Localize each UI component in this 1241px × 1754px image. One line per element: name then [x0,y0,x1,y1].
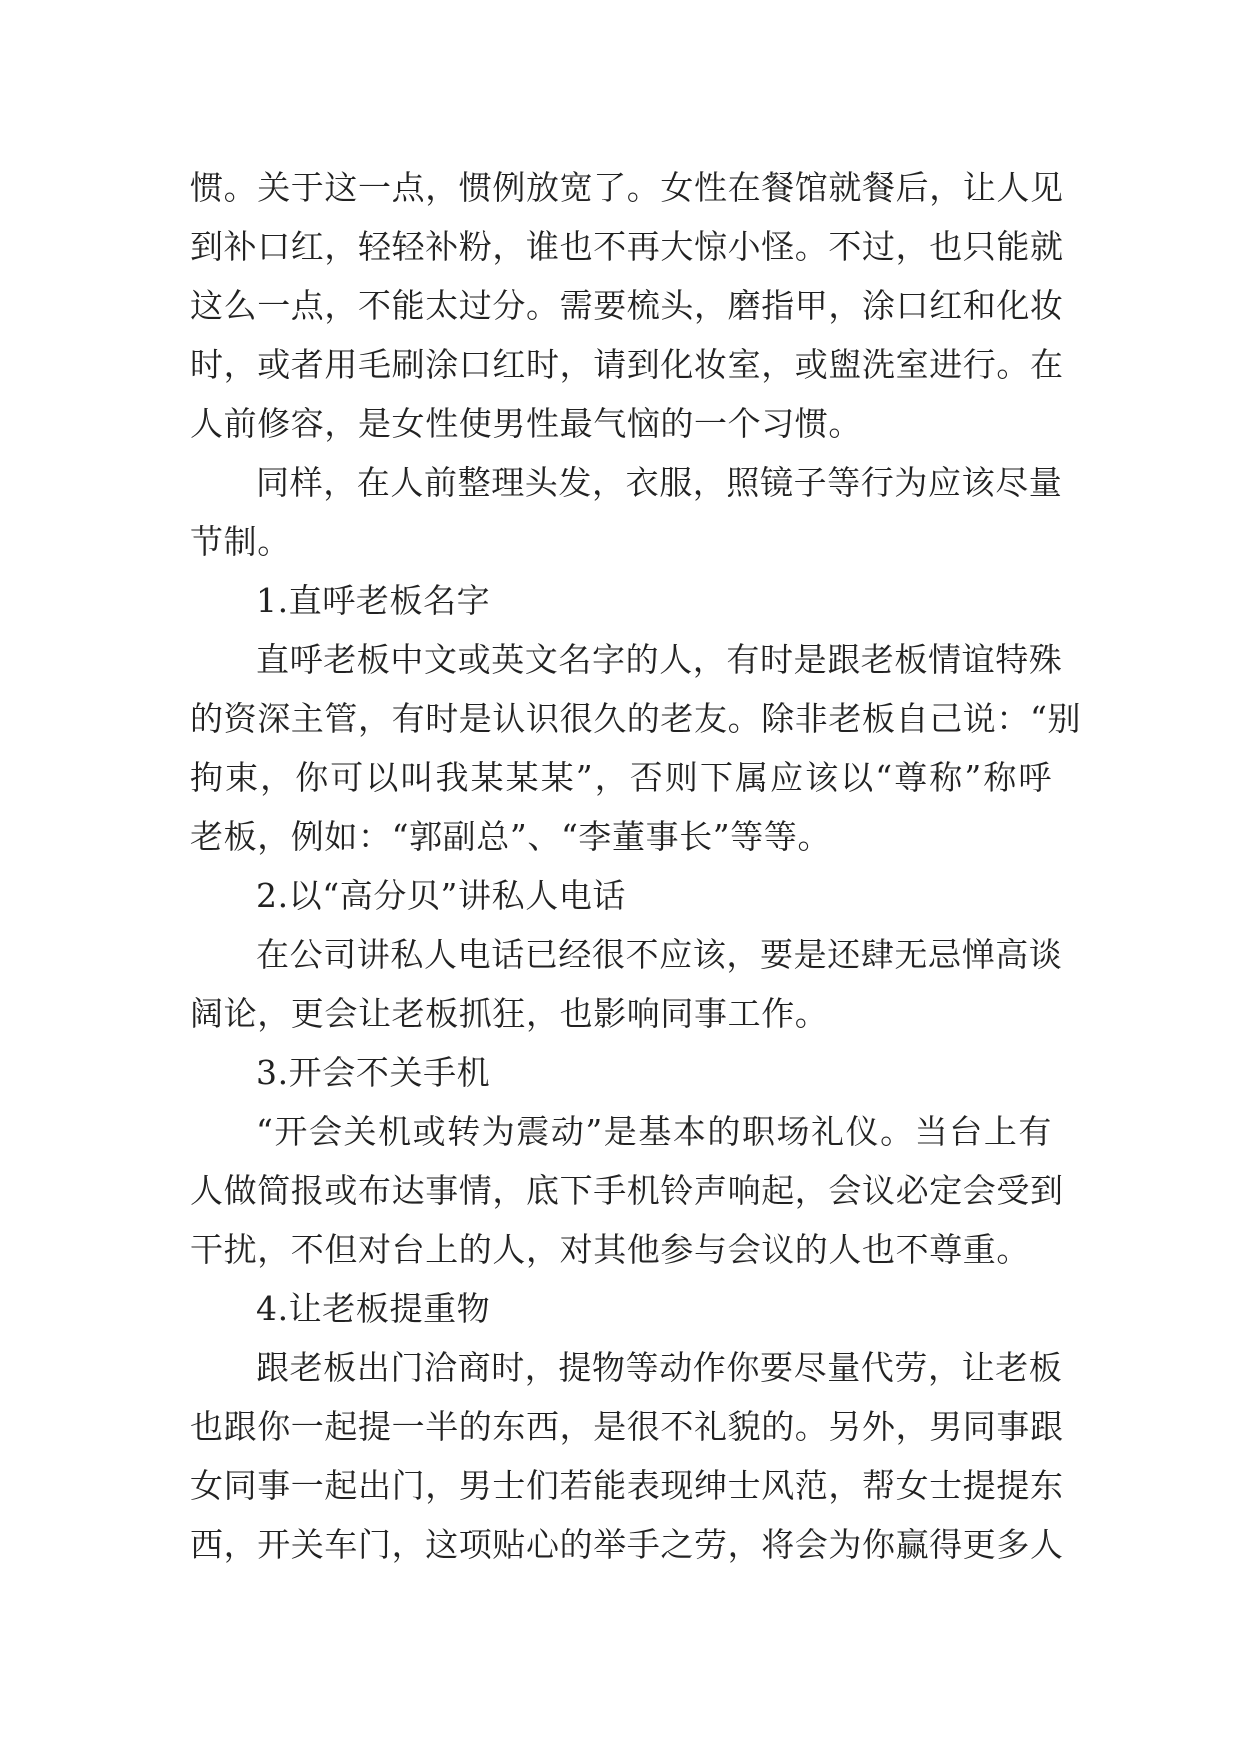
text-line: 惯。关于这一点，惯例放宽了。女性在餐馆就餐后，让人见 [190,168,1064,207]
text-line: 时，或者用毛刷涂口红时，请到化妆室，或盥洗室进行。在 [190,345,1064,384]
paragraph-first-line: “开会关机或转为震动”是基本的职场礼仪。当台上有 [256,1112,1052,1151]
text-line: 女同事一起出门，男士们若能表现绅士风范，帮女士提提东 [190,1466,1064,1505]
text-line: 人做简报或布达事情，底下手机铃声响起，会议必定会受到 [190,1171,1064,1210]
paragraph-first-line: 在公司讲私人电话已经很不应该，要是还肆无忌惮高谈 [256,935,1063,974]
text-line: 的资深主管，有时是认识很久的老友。除非老板自己说：“别 [190,699,1082,738]
section-heading: 1.直呼老板名字 [256,581,491,620]
text-line: 干扰，不但对台上的人，对其他参与会议的人也不尊重。 [190,1230,1030,1269]
paragraph-first-line: 同样，在人前整理头发，衣服，照镜子等行为应该尽量 [256,463,1063,502]
text-line: 阔论，更会让老板抓狂，也影响同事工作。 [190,994,829,1033]
text-line: 老板，例如：“郭副总”、“李董事长”等等。 [190,817,832,856]
section-heading: 4.让老板提重物 [256,1289,491,1328]
text-line: 人前修容，是女性使男性最气恼的一个习惯。 [190,404,862,443]
text-line: 西，开关车门，这项贴心的举手之劳，将会为你赢得更多人 [190,1525,1064,1564]
text-line: 拘束，你可以叫我某某某”，否则下属应该以“尊称”称呼 [190,758,1052,797]
text-line: 节制。 [190,522,291,561]
paragraph-first-line: 跟老板出门洽商时，提物等动作你要尽量代劳，让老板 [256,1348,1063,1387]
text-line: 到补口红，轻轻补粉，谁也不再大惊小怪。不过，也只能就 [190,227,1064,266]
paragraph-first-line: 直呼老板中文或英文名字的人，有时是跟老板情谊特殊 [256,640,1063,679]
document-page [190,158,1082,1574]
section-heading: 3.开会不关手机 [256,1053,491,1092]
text-line: 这么一点，不能太过分。需要梳头，磨指甲，涂口红和化妆 [190,286,1064,325]
text-line: 也跟你一起提一半的东西，是很不礼貌的。另外，男同事跟 [190,1407,1064,1446]
section-heading: 2.以“高分贝”讲私人电话 [256,876,627,915]
